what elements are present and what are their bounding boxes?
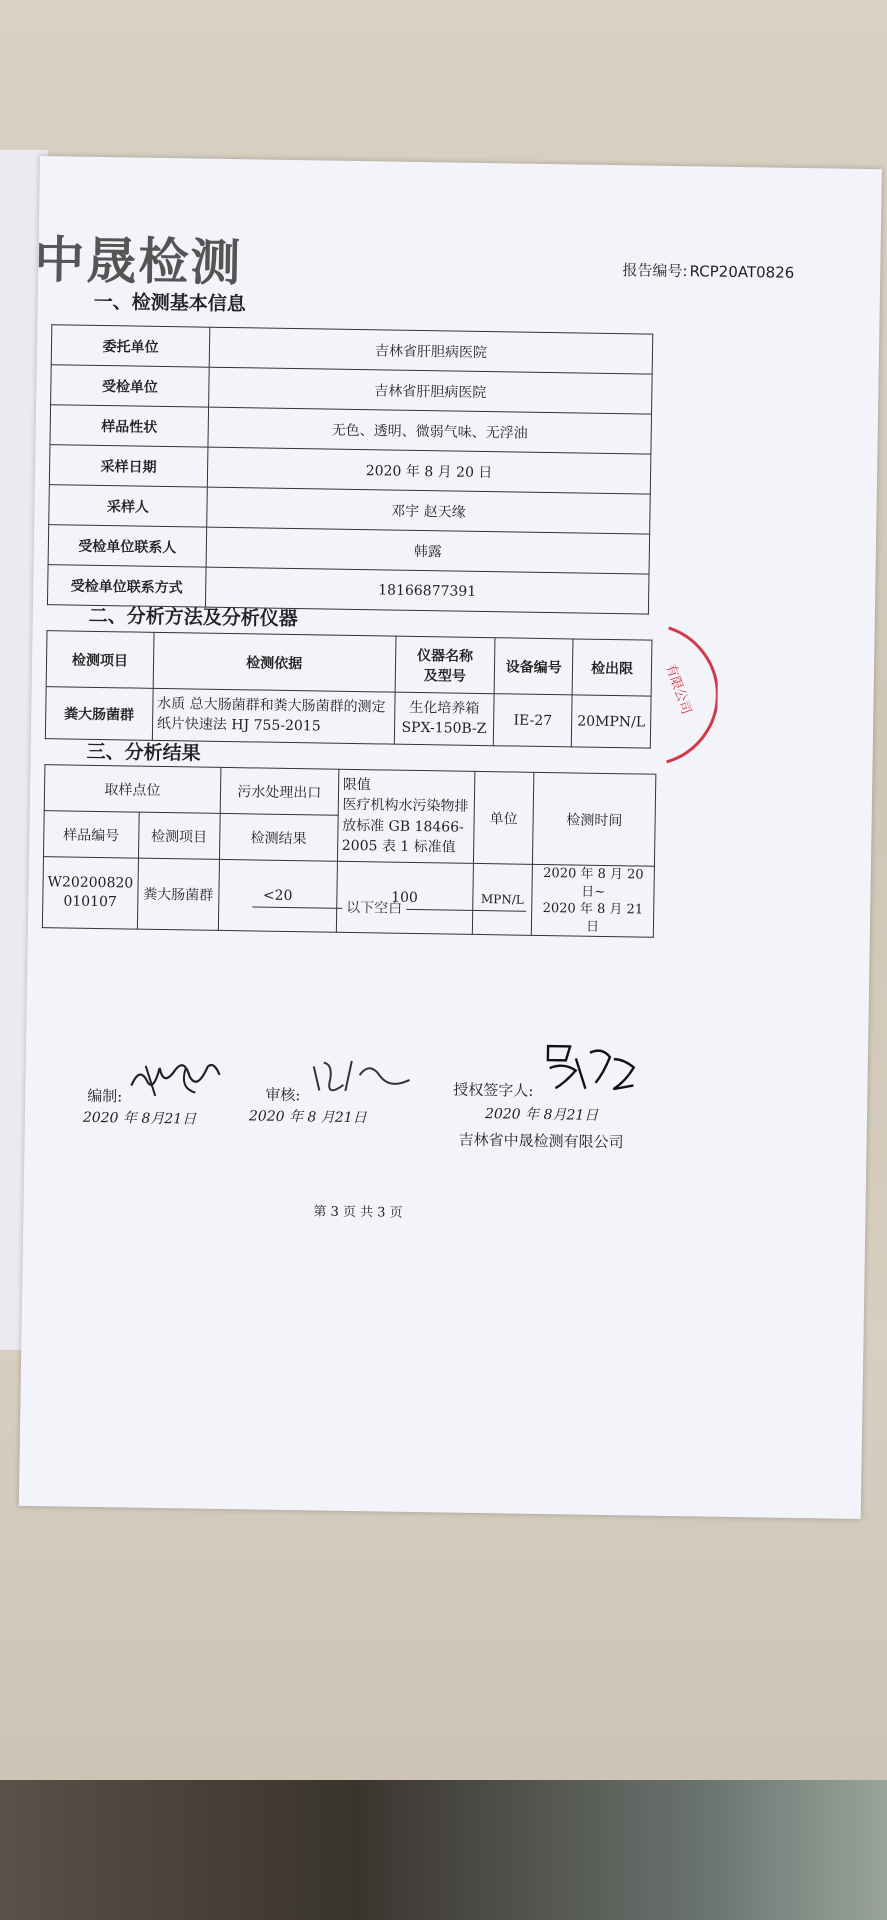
info-row-value: 18166877391 bbox=[205, 567, 649, 614]
method-header-instrument: 仪器名称 及型号 bbox=[395, 636, 496, 694]
method-header-device: 设备编号 bbox=[494, 638, 573, 695]
info-row-value: 韩露 bbox=[206, 527, 650, 574]
info-row-label: 委托单位 bbox=[51, 325, 210, 367]
company-logo: 中晟检测 bbox=[33, 230, 243, 293]
result-item: 粪大肠菌群 bbox=[137, 858, 219, 930]
report-number bbox=[622, 259, 794, 283]
report-page bbox=[19, 156, 882, 1519]
page-number: 第 3 页 共 3 页 bbox=[313, 1204, 403, 1221]
end-text: 以下空白 bbox=[346, 899, 403, 917]
method-limit: 20MPN/L bbox=[571, 695, 651, 748]
company-name: 吉林省中晟检测有限公司 bbox=[458, 1130, 624, 1152]
authorizer-label: 授权签字人: bbox=[453, 1080, 534, 1100]
info-row-label: 受检单位联系方式 bbox=[47, 565, 206, 607]
result-unit: MPN/L bbox=[472, 863, 533, 935]
info-row-label: 采样人 bbox=[49, 485, 208, 527]
method-device-no: IE-27 bbox=[494, 694, 573, 747]
reviewer-signature bbox=[307, 1052, 418, 1104]
section1-title: 一、检测基本信息 bbox=[93, 290, 246, 316]
compiler-date: 2020 年 8月21日 bbox=[82, 1109, 197, 1128]
company-seal bbox=[656, 626, 718, 767]
result-time: 2020 年 8 月 20 日~ 2020 年 8 月 21 日 bbox=[532, 864, 655, 937]
background-fabric bbox=[0, 1780, 887, 1920]
result-header-result: 检测结果 bbox=[219, 813, 337, 861]
result-header-item: 检测项目 bbox=[138, 812, 220, 859]
method-basis: 水质 总大肠菌群和粪大肠菌群的测定 纸片快速法 HJ 755-2015 bbox=[152, 688, 395, 744]
result-header-unit: 单位 bbox=[473, 771, 534, 864]
result-header-time: 检测时间 bbox=[533, 772, 656, 866]
info-row-label: 样品性状 bbox=[50, 405, 209, 447]
end-rule-left bbox=[252, 906, 342, 908]
compiler-signature bbox=[125, 1055, 226, 1107]
method-instrument: 生化培养箱 SPX-150B-Z bbox=[394, 692, 495, 746]
svg-text:有限公司: 有限公司 bbox=[662, 662, 694, 717]
result-header-point: 取样点位 bbox=[44, 765, 221, 814]
info-row-label: 采样日期 bbox=[49, 445, 208, 487]
info-row-value: 邓宇 赵天缘 bbox=[207, 487, 651, 534]
method-header-basis: 检测依据 bbox=[153, 632, 396, 692]
authorizer-date: 2020 年 8月21日 bbox=[484, 1106, 599, 1124]
method-header-limit: 检出限 bbox=[572, 639, 652, 696]
result-sample-no: W20200820 010107 bbox=[42, 857, 138, 930]
info-row-value: 2020 年 8 月 20 日 bbox=[207, 447, 651, 494]
result-header-sample-no: 样品编号 bbox=[43, 811, 138, 858]
method-header-item: 检测项目 bbox=[46, 631, 154, 689]
section3-title: 三、分析结果 bbox=[86, 740, 201, 765]
authorizer-signature bbox=[539, 1038, 650, 1100]
section2-title: 二、分析方法及分析仪器 bbox=[88, 604, 298, 631]
report-number-value: RCP20AT0826 bbox=[689, 262, 795, 282]
result-value: <20 bbox=[218, 859, 337, 932]
reviewer-date: 2020 年 8 月21日 bbox=[248, 1108, 367, 1127]
info-row-value: 无色、透明、微弱气味、无浮油 bbox=[208, 407, 652, 454]
info-row-value: 吉林省肝胆病医院 bbox=[209, 327, 653, 374]
info-row-label: 受检单位 bbox=[51, 365, 210, 407]
method-item: 粪大肠菌群 bbox=[45, 687, 153, 741]
compiler-label: 编制: bbox=[87, 1086, 123, 1106]
result-limit: 100 bbox=[336, 861, 473, 934]
info-row-label: 受检单位联系人 bbox=[48, 525, 207, 567]
report-number-label: 报告编号: bbox=[622, 261, 688, 281]
basic-info-table bbox=[47, 324, 653, 614]
method-table bbox=[45, 630, 653, 749]
result-point-value: 污水处理出口 bbox=[220, 767, 338, 815]
end-rule-right bbox=[406, 908, 526, 911]
reviewer-label: 审核: bbox=[265, 1085, 301, 1105]
info-row-value: 吉林省肝胆病医院 bbox=[209, 367, 653, 414]
result-header-limit: 限值 医疗机构水污染物排放标准 GB 18466-2005 表 1 标准值 bbox=[337, 769, 474, 863]
